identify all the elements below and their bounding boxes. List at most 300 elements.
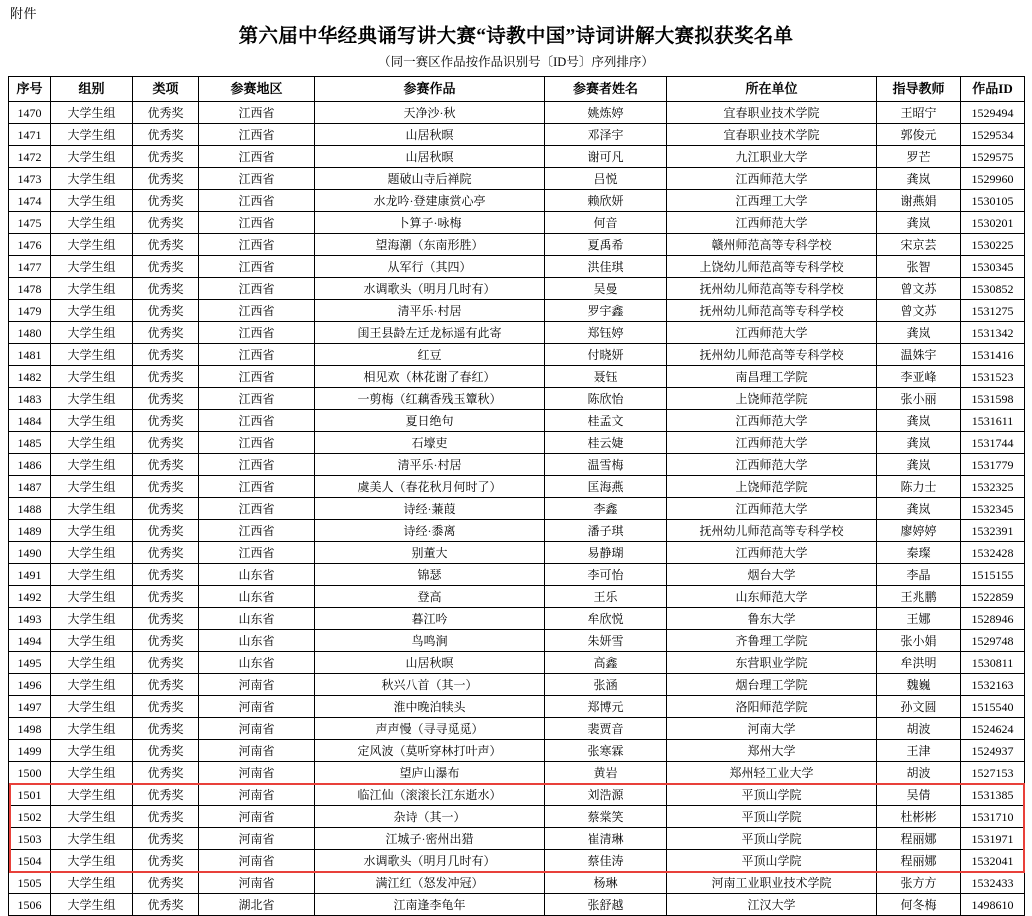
cell-category: 优秀奖 <box>133 190 199 212</box>
table-row <box>9 696 1025 718</box>
cell-name: 郑钰婷 <box>545 322 667 344</box>
table-row <box>9 168 1025 190</box>
cell-work-id: 1531385 <box>961 784 1025 806</box>
cell-index: 1498 <box>9 718 51 740</box>
cell-category: 优秀奖 <box>133 124 199 146</box>
cell-group: 大学生组 <box>51 630 133 652</box>
cell-index: 1506 <box>9 894 51 916</box>
cell-work: 诗经·蒹葭 <box>315 498 545 520</box>
cell-institution: 郑州大学 <box>667 740 877 762</box>
cell-name: 李鑫 <box>545 498 667 520</box>
cell-teacher: 龚岚 <box>877 410 961 432</box>
cell-group: 大学生组 <box>51 498 133 520</box>
cell-work-id: 1528946 <box>961 608 1025 630</box>
table-row <box>9 454 1025 476</box>
cell-work-id: 1532433 <box>961 872 1025 894</box>
cell-group: 大学生组 <box>51 762 133 784</box>
cell-work: 锦瑟 <box>315 564 545 586</box>
attachment-label: 附件 <box>10 6 38 21</box>
page-subtitle: （同一赛区作品按作品识别号〔ID号〕序列排序） <box>378 55 654 69</box>
table-row <box>9 630 1025 652</box>
cell-group: 大学生组 <box>51 872 133 894</box>
table-row <box>9 652 1025 674</box>
cell-category: 优秀奖 <box>133 652 199 674</box>
cell-work: 一剪梅（红藕香残玉簟秋） <box>315 388 545 410</box>
cell-teacher: 魏巍 <box>877 674 961 696</box>
cell-name: 黄岩 <box>545 762 667 784</box>
table-row <box>9 498 1025 520</box>
cell-work: 水调歌头（明月几时有） <box>315 278 545 300</box>
table-row <box>9 102 1025 124</box>
cell-name: 蔡棠笑 <box>545 806 667 828</box>
cell-work: 江南逢李龟年 <box>315 894 545 916</box>
cell-name: 朱妍雪 <box>545 630 667 652</box>
cell-name: 李可怡 <box>545 564 667 586</box>
cell-institution: 江西师范大学 <box>667 212 877 234</box>
cell-group: 大学生组 <box>51 608 133 630</box>
cell-teacher: 杜彬彬 <box>877 806 961 828</box>
table-row <box>9 322 1025 344</box>
cell-institution: 江汉大学 <box>667 894 877 916</box>
cell-category: 优秀奖 <box>133 586 199 608</box>
cell-name: 匡海燕 <box>545 476 667 498</box>
cell-teacher: 龚岚 <box>877 322 961 344</box>
cell-institution: 江西师范大学 <box>667 454 877 476</box>
cell-teacher: 王兆鹏 <box>877 586 961 608</box>
cell-group: 大学生组 <box>51 168 133 190</box>
cell-work-id: 1532163 <box>961 674 1025 696</box>
cell-work: 山居秋暝 <box>315 146 545 168</box>
cell-work: 题破山寺后禅院 <box>315 168 545 190</box>
column-header-institution: 所在单位 <box>667 77 877 102</box>
cell-group: 大学生组 <box>51 784 133 806</box>
cell-region: 江西省 <box>199 454 315 476</box>
cell-name: 郑博元 <box>545 696 667 718</box>
cell-work: 闺王县龄左迁龙标遥有此寄 <box>315 322 545 344</box>
column-header-index: 序号 <box>9 77 51 102</box>
cell-institution: 鲁东大学 <box>667 608 877 630</box>
table-row <box>9 212 1025 234</box>
cell-index: 1472 <box>9 146 51 168</box>
cell-category: 优秀奖 <box>133 872 199 894</box>
cell-index: 1479 <box>9 300 51 322</box>
table-row <box>9 608 1025 630</box>
cell-category: 优秀奖 <box>133 520 199 542</box>
cell-institution: 上饶幼儿师范高等专科学校 <box>667 256 877 278</box>
cell-group: 大学生组 <box>51 146 133 168</box>
cell-name: 桂云婕 <box>545 432 667 454</box>
cell-work: 鸟鸣涧 <box>315 630 545 652</box>
table-row <box>9 586 1025 608</box>
cell-index: 1487 <box>9 476 51 498</box>
cell-category: 优秀奖 <box>133 498 199 520</box>
cell-institution: 抚州幼儿师范高等专科学校 <box>667 300 877 322</box>
cell-work-id: 1529494 <box>961 102 1025 124</box>
cell-teacher: 张智 <box>877 256 961 278</box>
cell-category: 优秀奖 <box>133 476 199 498</box>
cell-index: 1488 <box>9 498 51 520</box>
cell-institution: 江西理工大学 <box>667 190 877 212</box>
cell-index: 1480 <box>9 322 51 344</box>
cell-teacher: 王娜 <box>877 608 961 630</box>
cell-teacher: 龚岚 <box>877 168 961 190</box>
cell-institution: 河南大学 <box>667 718 877 740</box>
cell-name: 赖欣妍 <box>545 190 667 212</box>
cell-institution: 平顶山学院 <box>667 850 877 872</box>
cell-region: 江西省 <box>199 542 315 564</box>
cell-index: 1482 <box>9 366 51 388</box>
table-row <box>9 300 1025 322</box>
cell-work: 望海潮（东南形胜） <box>315 234 545 256</box>
cell-group: 大学生组 <box>51 476 133 498</box>
cell-institution: 烟台理工学院 <box>667 674 877 696</box>
cell-teacher: 龚岚 <box>877 432 961 454</box>
table-row <box>9 850 1025 872</box>
cell-work-id: 1529748 <box>961 630 1025 652</box>
cell-region: 河南省 <box>199 762 315 784</box>
cell-region: 江西省 <box>199 278 315 300</box>
cell-institution: 上饶师范学院 <box>667 476 877 498</box>
cell-category: 优秀奖 <box>133 740 199 762</box>
cell-work: 诗经·黍离 <box>315 520 545 542</box>
cell-index: 1478 <box>9 278 51 300</box>
cell-region: 江西省 <box>199 212 315 234</box>
cell-name: 洪佳琪 <box>545 256 667 278</box>
cell-work-id: 1515540 <box>961 696 1025 718</box>
cell-name: 蔡佳涛 <box>545 850 667 872</box>
cell-name: 姚炼婷 <box>545 102 667 124</box>
cell-teacher: 龚岚 <box>877 454 961 476</box>
cell-region: 山东省 <box>199 586 315 608</box>
cell-category: 优秀奖 <box>133 278 199 300</box>
cell-work-id: 1529960 <box>961 168 1025 190</box>
cell-category: 优秀奖 <box>133 674 199 696</box>
cell-work: 淮中晚泊犊头 <box>315 696 545 718</box>
cell-teacher: 温姝宇 <box>877 344 961 366</box>
cell-name: 刘浩源 <box>545 784 667 806</box>
cell-index: 1500 <box>9 762 51 784</box>
cell-work: 清平乐·村居 <box>315 454 545 476</box>
cell-group: 大学生组 <box>51 828 133 850</box>
cell-region: 江西省 <box>199 410 315 432</box>
table-row <box>9 784 1025 806</box>
column-header-work-id: 作品ID <box>961 77 1025 102</box>
cell-work-id: 1531744 <box>961 432 1025 454</box>
cell-institution: 抚州幼儿师范高等专科学校 <box>667 344 877 366</box>
cell-group: 大学生组 <box>51 652 133 674</box>
cell-name: 何音 <box>545 212 667 234</box>
cell-index: 1470 <box>9 102 51 124</box>
cell-work-id: 1515155 <box>961 564 1025 586</box>
cell-region: 河南省 <box>199 850 315 872</box>
cell-name: 付晓妍 <box>545 344 667 366</box>
column-header-work: 参赛作品 <box>315 77 545 102</box>
cell-index: 1483 <box>9 388 51 410</box>
cell-index: 1503 <box>9 828 51 850</box>
cell-group: 大学生组 <box>51 806 133 828</box>
cell-index: 1495 <box>9 652 51 674</box>
cell-work: 暮江吟 <box>315 608 545 630</box>
column-header-teacher: 指导教师 <box>877 77 961 102</box>
cell-region: 河南省 <box>199 784 315 806</box>
table-row <box>9 410 1025 432</box>
cell-teacher: 宋京芸 <box>877 234 961 256</box>
cell-group: 大学生组 <box>51 102 133 124</box>
cell-institution: 郑州轻工业大学 <box>667 762 877 784</box>
cell-name: 张涵 <box>545 674 667 696</box>
cell-work: 天净沙·秋 <box>315 102 545 124</box>
cell-teacher: 陈力士 <box>877 476 961 498</box>
cell-work: 相见欢（林花谢了春红） <box>315 366 545 388</box>
cell-region: 江西省 <box>199 300 315 322</box>
cell-category: 优秀奖 <box>133 850 199 872</box>
cell-category: 优秀奖 <box>133 300 199 322</box>
cell-work-id: 1524624 <box>961 718 1025 740</box>
cell-institution: 齐鲁理工学院 <box>667 630 877 652</box>
cell-institution: 九江职业大学 <box>667 146 877 168</box>
cell-name: 裴贾音 <box>545 718 667 740</box>
cell-group: 大学生组 <box>51 454 133 476</box>
cell-teacher: 李亚峰 <box>877 366 961 388</box>
cell-work-id: 1531710 <box>961 806 1025 828</box>
cell-name: 吴曼 <box>545 278 667 300</box>
cell-category: 优秀奖 <box>133 322 199 344</box>
cell-group: 大学生组 <box>51 410 133 432</box>
cell-work: 山居秋暝 <box>315 652 545 674</box>
cell-index: 1493 <box>9 608 51 630</box>
cell-group: 大学生组 <box>51 564 133 586</box>
cell-category: 优秀奖 <box>133 146 199 168</box>
cell-category: 优秀奖 <box>133 432 199 454</box>
cell-region: 江西省 <box>199 322 315 344</box>
cell-name: 桂孟文 <box>545 410 667 432</box>
cell-name: 夏禹希 <box>545 234 667 256</box>
cell-work: 秋兴八首（其一） <box>315 674 545 696</box>
cell-region: 河南省 <box>199 828 315 850</box>
cell-region: 河南省 <box>199 674 315 696</box>
cell-category: 优秀奖 <box>133 168 199 190</box>
cell-name: 张寒霖 <box>545 740 667 762</box>
cell-work: 声声慢（寻寻觅觅） <box>315 718 545 740</box>
cell-institution: 抚州幼儿师范高等专科学校 <box>667 278 877 300</box>
cell-work-id: 1530811 <box>961 652 1025 674</box>
cell-work-id: 1532391 <box>961 520 1025 542</box>
cell-work-id: 1532345 <box>961 498 1025 520</box>
cell-teacher: 吴倩 <box>877 784 961 806</box>
table-body <box>9 102 1025 916</box>
cell-work-id: 1529575 <box>961 146 1025 168</box>
cell-index: 1501 <box>9 784 51 806</box>
cell-group: 大学生组 <box>51 894 133 916</box>
cell-group: 大学生组 <box>51 388 133 410</box>
cell-region: 江西省 <box>199 366 315 388</box>
table-row <box>9 872 1025 894</box>
cell-institution: 烟台大学 <box>667 564 877 586</box>
cell-work: 红豆 <box>315 344 545 366</box>
cell-institution: 宜春职业技术学院 <box>667 102 877 124</box>
cell-work-id: 1530105 <box>961 190 1025 212</box>
cell-work-id: 1531779 <box>961 454 1025 476</box>
cell-institution: 山东师范大学 <box>667 586 877 608</box>
cell-group: 大学生组 <box>51 740 133 762</box>
cell-group: 大学生组 <box>51 718 133 740</box>
cell-region: 河南省 <box>199 740 315 762</box>
table-row <box>9 388 1025 410</box>
cell-institution: 抚州幼儿师范高等专科学校 <box>667 520 877 542</box>
cell-category: 优秀奖 <box>133 234 199 256</box>
cell-name: 潘子琪 <box>545 520 667 542</box>
cell-name: 牟欣悦 <box>545 608 667 630</box>
cell-institution: 南昌理工学院 <box>667 366 877 388</box>
table-row <box>9 806 1025 828</box>
table-row <box>9 828 1025 850</box>
cell-region: 江西省 <box>199 190 315 212</box>
cell-teacher: 张方方 <box>877 872 961 894</box>
cell-work-id: 1530201 <box>961 212 1025 234</box>
cell-region: 江西省 <box>199 388 315 410</box>
cell-category: 优秀奖 <box>133 410 199 432</box>
cell-teacher: 曾文苏 <box>877 278 961 300</box>
cell-work: 定风波（莫听穿林打叶声） <box>315 740 545 762</box>
cell-region: 江西省 <box>199 256 315 278</box>
cell-group: 大学生组 <box>51 542 133 564</box>
table-row <box>9 278 1025 300</box>
cell-name: 崔清琳 <box>545 828 667 850</box>
cell-work: 卜算子·咏梅 <box>315 212 545 234</box>
cell-index: 1490 <box>9 542 51 564</box>
table-row <box>9 542 1025 564</box>
cell-work-id: 1530345 <box>961 256 1025 278</box>
cell-work-id: 1531416 <box>961 344 1025 366</box>
cell-institution: 平顶山学院 <box>667 806 877 828</box>
cell-work-id: 1522859 <box>961 586 1025 608</box>
cell-institution: 平顶山学院 <box>667 784 877 806</box>
cell-group: 大学生组 <box>51 520 133 542</box>
cell-institution: 江西师范大学 <box>667 498 877 520</box>
table-row <box>9 762 1025 784</box>
cell-name: 杨琳 <box>545 872 667 894</box>
cell-name: 聂钰 <box>545 366 667 388</box>
cell-region: 山东省 <box>199 608 315 630</box>
cell-region: 江西省 <box>199 520 315 542</box>
cell-category: 优秀奖 <box>133 784 199 806</box>
cell-category: 优秀奖 <box>133 454 199 476</box>
cell-group: 大学生组 <box>51 190 133 212</box>
cell-category: 优秀奖 <box>133 806 199 828</box>
cell-institution: 江西师范大学 <box>667 322 877 344</box>
cell-teacher: 胡波 <box>877 762 961 784</box>
cell-index: 1477 <box>9 256 51 278</box>
cell-institution: 江西师范大学 <box>667 410 877 432</box>
cell-index: 1502 <box>9 806 51 828</box>
table-row <box>9 674 1025 696</box>
table-row <box>9 256 1025 278</box>
cell-index: 1485 <box>9 432 51 454</box>
cell-teacher: 何冬梅 <box>877 894 961 916</box>
cell-institution: 江西师范大学 <box>667 168 877 190</box>
cell-institution: 江西师范大学 <box>667 432 877 454</box>
cell-name: 高鑫 <box>545 652 667 674</box>
cell-teacher: 牟洪明 <box>877 652 961 674</box>
table-row <box>9 344 1025 366</box>
cell-index: 1486 <box>9 454 51 476</box>
cell-work: 临江仙（滚滚长江东逝水） <box>315 784 545 806</box>
cell-category: 优秀奖 <box>133 102 199 124</box>
cell-work: 清平乐·村居 <box>315 300 545 322</box>
cell-work-id: 1529534 <box>961 124 1025 146</box>
cell-index: 1473 <box>9 168 51 190</box>
cell-institution: 东营职业学院 <box>667 652 877 674</box>
cell-index: 1492 <box>9 586 51 608</box>
cell-teacher: 张小娟 <box>877 630 961 652</box>
cell-name: 温雪梅 <box>545 454 667 476</box>
cell-teacher: 王津 <box>877 740 961 762</box>
cell-category: 优秀奖 <box>133 542 199 564</box>
cell-work-id: 1531611 <box>961 410 1025 432</box>
cell-teacher: 孙文圆 <box>877 696 961 718</box>
cell-work-id: 1527153 <box>961 762 1025 784</box>
cell-institution: 宜春职业技术学院 <box>667 124 877 146</box>
cell-work: 登高 <box>315 586 545 608</box>
cell-index: 1491 <box>9 564 51 586</box>
cell-work: 虞美人（春花秋月何时了） <box>315 476 545 498</box>
cell-category: 优秀奖 <box>133 344 199 366</box>
cell-work-id: 1524937 <box>961 740 1025 762</box>
cell-institution: 河南工业职业技术学院 <box>667 872 877 894</box>
cell-index: 1471 <box>9 124 51 146</box>
cell-institution: 洛阳师范学院 <box>667 696 877 718</box>
cell-region: 江西省 <box>199 146 315 168</box>
cell-teacher: 曾文苏 <box>877 300 961 322</box>
cell-name: 罗宇鑫 <box>545 300 667 322</box>
cell-group: 大学生组 <box>51 322 133 344</box>
cell-group: 大学生组 <box>51 212 133 234</box>
cell-category: 优秀奖 <box>133 212 199 234</box>
cell-institution: 江西师范大学 <box>667 542 877 564</box>
cell-index: 1504 <box>9 850 51 872</box>
cell-teacher: 张小丽 <box>877 388 961 410</box>
cell-group: 大学生组 <box>51 300 133 322</box>
table-row <box>9 894 1025 916</box>
page-title: 第六届中华经典诵写讲大赛“诗教中国”诗词讲解大赛拟获奖名单 <box>238 26 794 47</box>
cell-index: 1494 <box>9 630 51 652</box>
cell-category: 优秀奖 <box>133 608 199 630</box>
table-row <box>9 718 1025 740</box>
cell-work-id: 1532325 <box>961 476 1025 498</box>
cell-name: 谢可凡 <box>545 146 667 168</box>
cell-region: 山东省 <box>199 564 315 586</box>
cell-region: 河南省 <box>199 806 315 828</box>
cell-work: 别董大 <box>315 542 545 564</box>
cell-region: 河南省 <box>199 696 315 718</box>
cell-category: 优秀奖 <box>133 718 199 740</box>
cell-teacher: 程丽娜 <box>877 850 961 872</box>
cell-region: 湖北省 <box>199 894 315 916</box>
cell-index: 1474 <box>9 190 51 212</box>
cell-name: 王乐 <box>545 586 667 608</box>
cell-teacher: 胡波 <box>877 718 961 740</box>
cell-index: 1481 <box>9 344 51 366</box>
cell-work-id: 1531971 <box>961 828 1025 850</box>
cell-work: 夏日绝句 <box>315 410 545 432</box>
table-row <box>9 564 1025 586</box>
cell-group: 大学生组 <box>51 696 133 718</box>
table-row <box>9 432 1025 454</box>
cell-work-id: 1532428 <box>961 542 1025 564</box>
cell-category: 优秀奖 <box>133 564 199 586</box>
cell-work-id: 1531523 <box>961 366 1025 388</box>
cell-category: 优秀奖 <box>133 828 199 850</box>
